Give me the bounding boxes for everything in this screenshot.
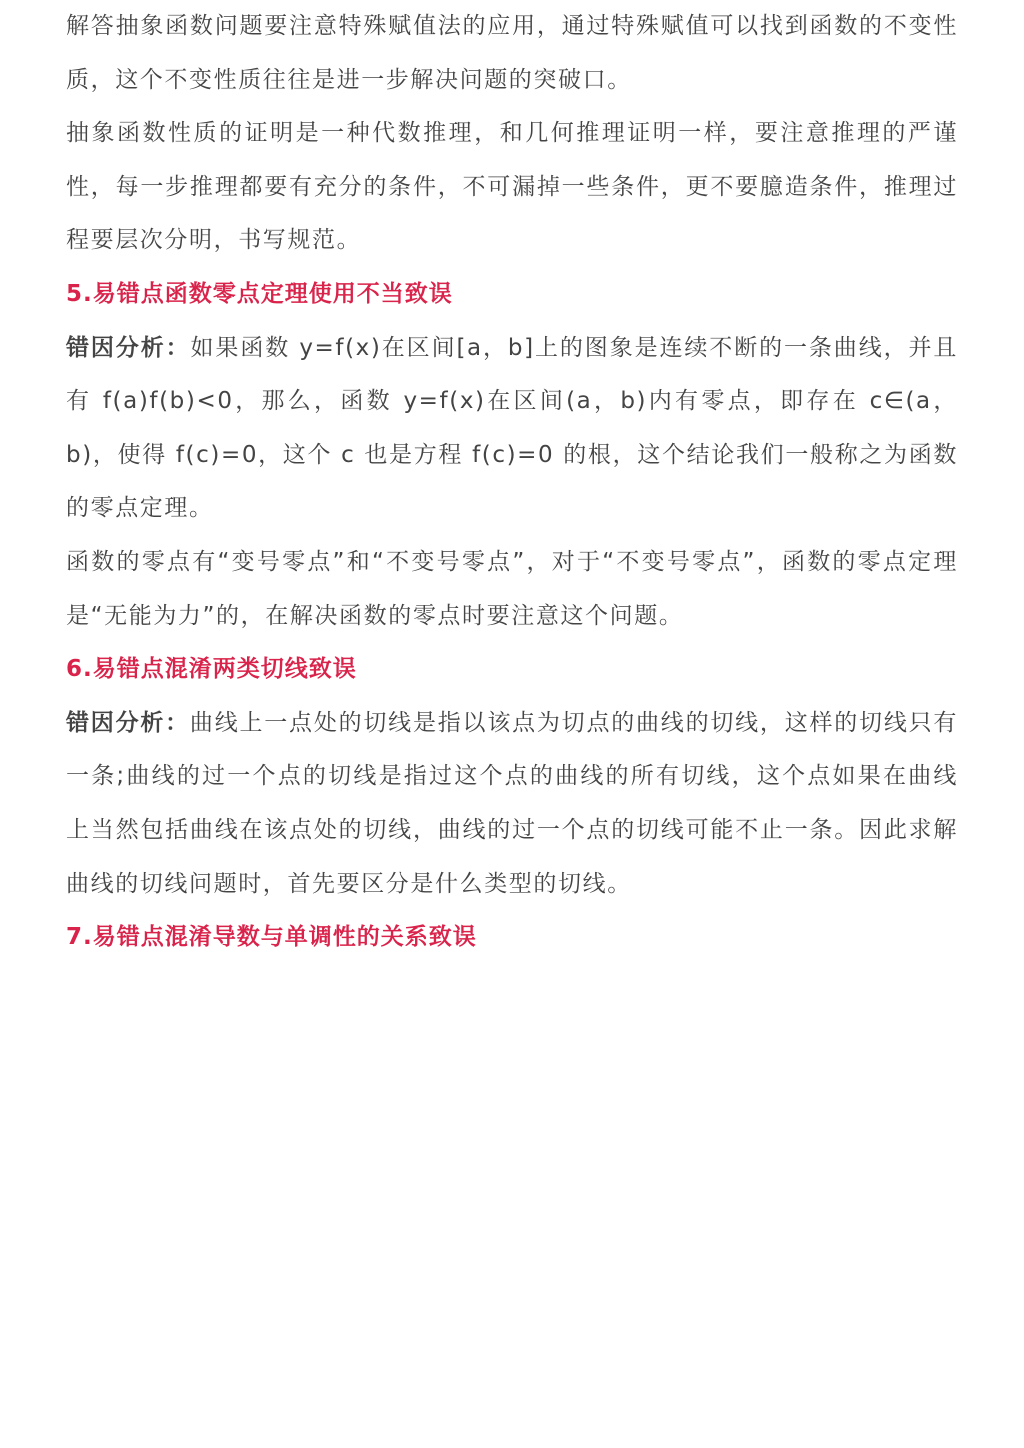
section-5-lead: 错因分析： (66, 334, 191, 361)
section-7-heading: 7.易错点混淆导数与单调性的关系致误 (66, 924, 477, 951)
article-content (66, 0, 958, 965)
section-6-analysis (66, 697, 958, 911)
intro-paragraph-1: 解答抽象函数问题要注意特殊赋值法的应用，通过特殊赋值可以找到函数的不变性质，这个不变性质往往是进一步解决问题的突破口。 (66, 13, 958, 93)
section-6-body: 曲线上一点处的切线是指以该点为切点的曲线的切线，这样的切线只有一条;曲线的过一个点的切线是指过这个点的曲线的所有切线，这个点如果在曲线上当然包括曲线在该点处的切线，曲线的过一个点的切线可能不止一条。因此求解曲线的切线问题时，首先要区分是什么类型的切线。 (66, 709, 958, 897)
section-5-extra: 函数的零点有“变号零点”和“不变号零点”，对于“不变号零点”，函数的零点定理是“无能为力”的，在解决函数的零点时要注意这个问题。 (66, 548, 958, 629)
section-5-heading: 5.易错点函数零点定理使用不当致误 (66, 280, 453, 307)
intro-paragraph-2: 抽象函数性质的证明是一种代数推理，和几何推理证明一样，要注意推理的严谨性，每一步推理都要有充分的条件，不可漏掉一些条件，更不要臆造条件，推理过程要层次分明，书写规范。 (66, 120, 958, 254)
section-5-analysis (66, 322, 958, 536)
section-5-body: 如果函数 y=f(x)在区间[a，b]上的图象是连续不断的一条曲线，并且有 f(a)f(b)<0，那么，函数 y=f(x)在区间(a，b)内有零点，即存在 c∈(a，b)，使得 f(c)=0，这个 c 也是方程 f(c)=0 的根，这个结论我们一般称之为函数的零点定理。 (66, 334, 959, 522)
section-6-heading: 6.易错点混淆两类切线致误 (66, 656, 357, 683)
section-6-lead: 错因分析： (66, 709, 190, 736)
